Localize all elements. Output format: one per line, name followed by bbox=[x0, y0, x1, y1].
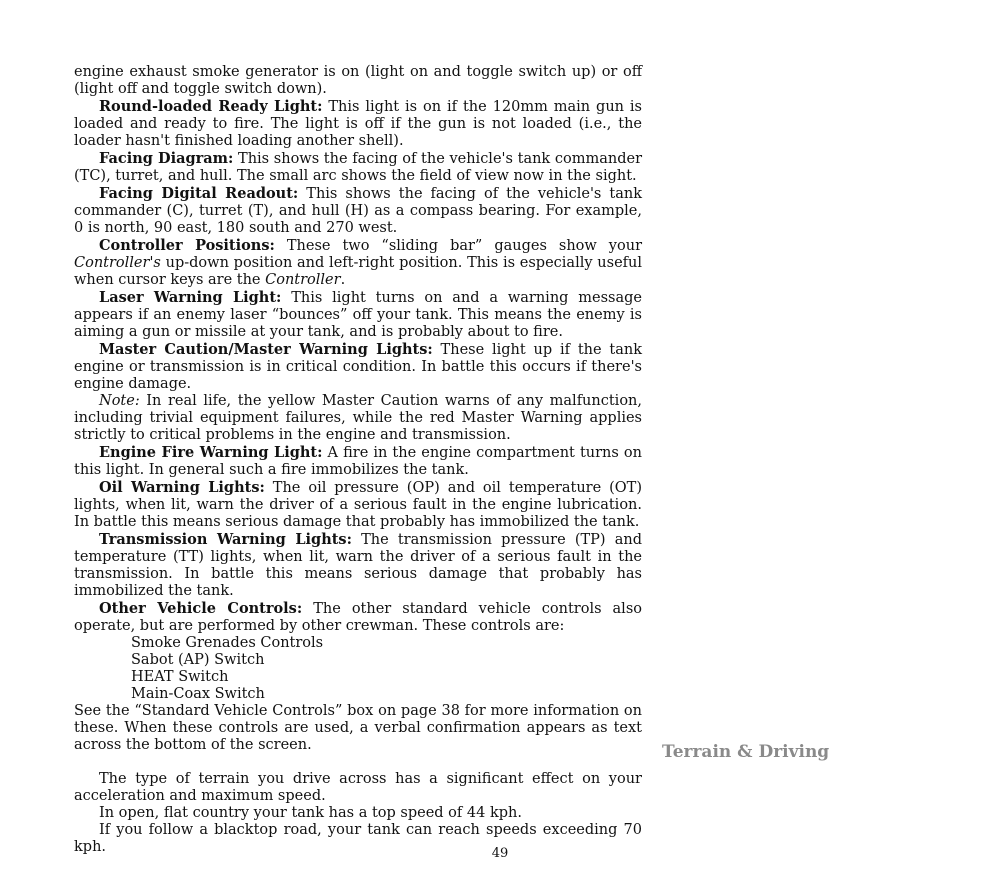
list-item: Sabot (AP) Switch bbox=[131, 652, 265, 668]
list-item: Smoke Grenades Controls bbox=[131, 635, 324, 651]
list-item: Main-Coax Switch bbox=[131, 686, 265, 702]
term-other-vehicle-controls: Other Vehicle Controls: bbox=[99, 600, 303, 617]
intro-paragraph: engine exhaust smoke generator is on (light on and toggle switch up) or off (light off and toggle switch down). bbox=[74, 64, 642, 97]
controller-emphasis-2: Controller bbox=[265, 272, 341, 288]
note-paragraph bbox=[74, 393, 642, 444]
paragraph-oil-warning-lights bbox=[74, 479, 642, 531]
main-text-column bbox=[74, 64, 642, 856]
paragraph-engine-fire-warning-light bbox=[74, 444, 642, 479]
paragraph-facing-diagram bbox=[74, 150, 642, 185]
paragraph-other-vehicle-controls bbox=[74, 600, 642, 635]
note-label: Note: bbox=[99, 393, 140, 409]
desc-controller-positions-1: These two “sliding bar” gauges show your bbox=[274, 238, 642, 254]
paragraph-master-caution-warning-lights bbox=[74, 341, 642, 393]
desc-master-caution-warning-lights: These light up if the tank engine or transmission is in critical condition. In battle this occurs if there's engine damage. bbox=[74, 342, 642, 392]
term-oil-warning-lights: Oil Warning Lights: bbox=[99, 479, 265, 496]
desc-facing-digital-readout: This shows the facing of the vehicle's tank commander (C), turret (T), and hull (H) as a compass bearing. For example, 0 is north, 90 east, 180 south and 270 west. bbox=[74, 186, 642, 236]
list-item: HEAT Switch bbox=[131, 669, 229, 685]
paragraph-round-loaded-ready-light bbox=[74, 98, 642, 150]
terrain-paragraph-1: The type of terrain you drive across has a significant effect on your acceleration and maximum speed. bbox=[74, 771, 642, 804]
paragraph-facing-digital-readout bbox=[74, 185, 642, 237]
term-round-loaded-ready-light: Round-loaded Ready Light: bbox=[99, 98, 323, 115]
terrain-paragraph-2: In open, flat country your tank has a top speed of 44 kph. bbox=[99, 805, 522, 821]
term-laser-warning-light: Laser Warning Light: bbox=[99, 289, 282, 306]
desc-facing-diagram: This shows the facing of the vehicle's tank commander (TC), turret, and hull. The small arc shows the field of view now in the sight. bbox=[74, 151, 643, 184]
desc-laser-warning-light: This light turns on and a warning message appears if an enemy laser “bounces” off your tank. This means the enemy is aiming a gun or missile at your tank, and is probably about to fire. bbox=[74, 290, 642, 340]
desc-other-vehicle-controls: The other standard vehicle controls also operate, but are performed by other crewman. These controls are: bbox=[74, 601, 642, 634]
desc-transmission-warning-lights: The transmission pressure (TP) and temperature (TT) lights, when lit, warn the driver of a serious fault in the transmission. In battle this means serious damage that probably has immobilized the tank. bbox=[74, 532, 642, 599]
page-number: 49 bbox=[491, 846, 509, 861]
term-facing-digital-readout: Facing Digital Readout: bbox=[99, 185, 299, 202]
terrain-driving-heading: Terrain & Driving bbox=[662, 742, 830, 762]
desc-oil-warning-lights: The oil pressure (OP) and oil temperature (OT) lights, when lit, warn the driver of a serious fault in the engine lubrication. In battle this means serious damage that probably has immobilized the tank. bbox=[74, 480, 643, 530]
paragraph-controller-positions bbox=[74, 237, 642, 289]
desc-controller-positions-2: up-down position and left-right position. This is especially useful when cursor keys are the bbox=[74, 255, 642, 288]
term-facing-diagram: Facing Diagram: bbox=[99, 150, 234, 167]
controller-emphasis-1: Controller's bbox=[74, 255, 161, 271]
term-controller-positions: Controller Positions: bbox=[99, 237, 275, 254]
term-engine-fire-warning-light: Engine Fire Warning Light: bbox=[99, 444, 323, 461]
term-transmission-warning-lights: Transmission Warning Lights: bbox=[99, 531, 352, 548]
term-master-caution-warning-lights: Master Caution/Master Warning Lights: bbox=[99, 341, 433, 358]
desc-controller-positions-3: . bbox=[340, 272, 346, 288]
see-also-paragraph: See the “Standard Vehicle Controls” box on page 38 for more information on these. When these controls are used, a verbal confirmation appears as text across the bottom of the screen. bbox=[74, 703, 642, 753]
controls-list bbox=[74, 635, 642, 703]
note-text: In real life, the yellow Master Caution warns of any malfunction, including trivial equipment failures, while the red Master Warning applies strictly to critical problems in the engine and transmission. bbox=[74, 393, 642, 443]
paragraph-transmission-warning-lights bbox=[74, 531, 642, 600]
terrain-paragraph-3: If you follow a blacktop road, your tank can reach speeds exceeding 70 kph. bbox=[74, 822, 642, 855]
desc-engine-fire-warning-light: A fire in the engine compartment turns on this light. In general such a fire immobilizes the tank. bbox=[74, 445, 642, 478]
desc-round-loaded-ready-light: This light is on if the 120mm main gun is loaded and ready to fire. The light is off if the gun is not loaded (i.e., the loader hasn't finished loading another shell). bbox=[74, 99, 643, 149]
paragraph-laser-warning-light bbox=[74, 289, 642, 341]
